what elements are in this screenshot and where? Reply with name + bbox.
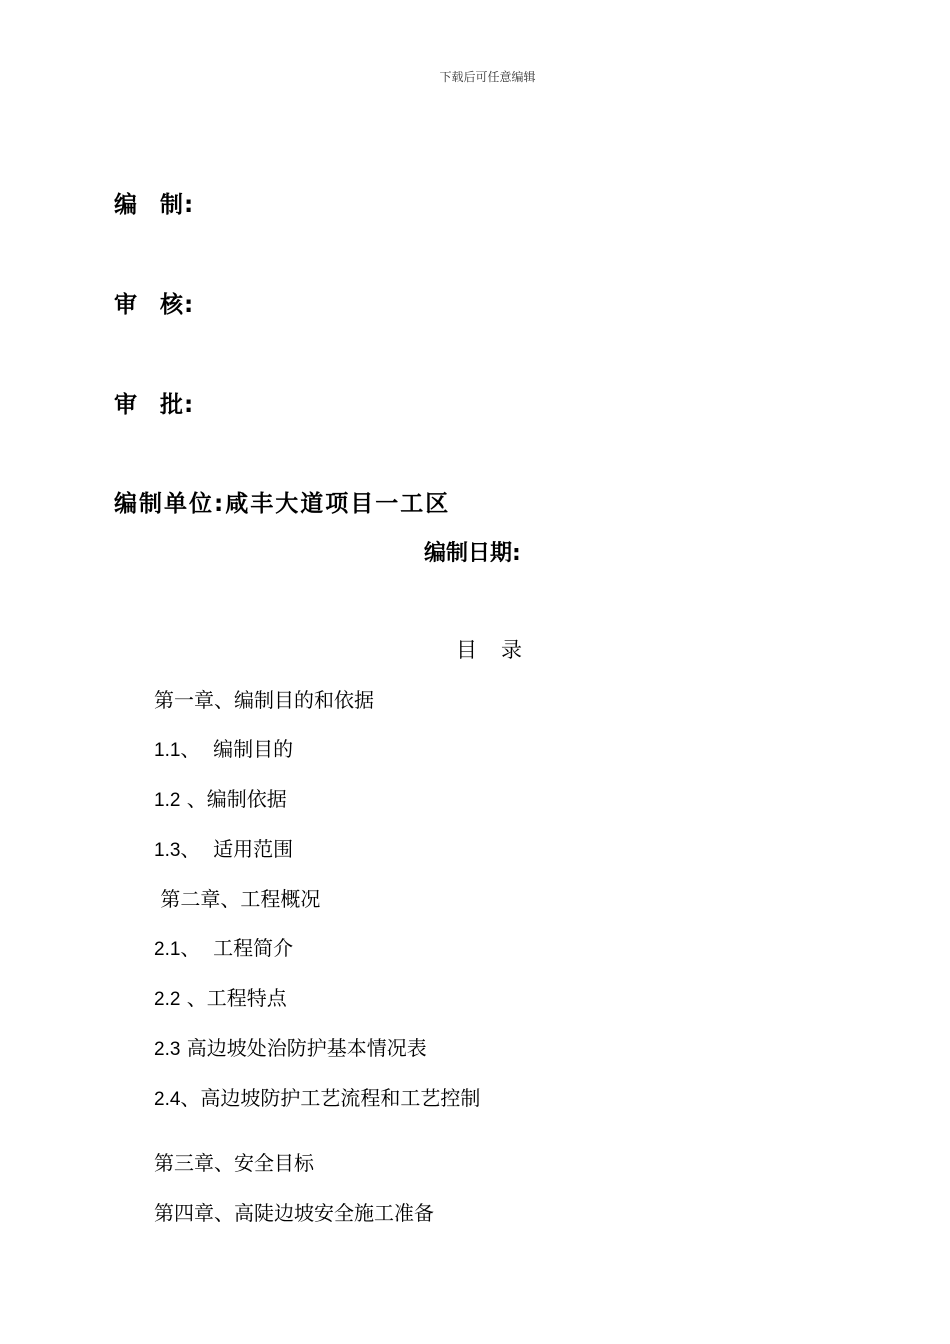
toc-title bbox=[456, 634, 522, 664]
compiled-by-label-a: 编 bbox=[114, 192, 138, 218]
toc-item-text: 、编制依据 bbox=[180, 787, 287, 811]
toc-item-number: 2.3 bbox=[154, 1039, 181, 1060]
toc-item bbox=[154, 733, 293, 762]
toc-item-text: 第四章、高陡边坡安全施工准备 bbox=[154, 1201, 434, 1225]
compiling-unit: 编制单位:咸丰大道项目一工区 bbox=[114, 491, 451, 517]
toc-item bbox=[154, 883, 320, 912]
toc-item-text: 、 工程简介 bbox=[180, 936, 294, 960]
toc-item bbox=[154, 982, 287, 1011]
toc-item bbox=[154, 1082, 480, 1111]
toc-item-number: 1.2 bbox=[154, 790, 181, 811]
toc-item-text: 第二章、工程概况 bbox=[154, 887, 321, 911]
toc-item-text: 高边坡处治防护基本情况表 bbox=[180, 1036, 427, 1060]
toc-item-text: 第一章、编制目的和依据 bbox=[154, 688, 374, 712]
toc-item-number: 2.4 bbox=[154, 1089, 181, 1110]
toc-item-text: 第三章、安全目标 bbox=[154, 1151, 314, 1175]
reviewed-by-label-a: 审 bbox=[114, 292, 138, 318]
toc-title-b: 录 bbox=[501, 638, 522, 662]
approved-by-label-a: 审 bbox=[114, 392, 138, 418]
toc-item-text: 、 编制目的 bbox=[180, 737, 294, 761]
toc-item bbox=[154, 684, 374, 713]
toc-item bbox=[154, 1197, 434, 1226]
reviewed-by-label bbox=[114, 286, 194, 319]
compiling-date-label: 编制日期: bbox=[424, 541, 521, 566]
compiled-by-label bbox=[114, 186, 194, 219]
toc-item bbox=[154, 932, 293, 961]
toc-item bbox=[154, 783, 287, 812]
toc-item-number: 1.1 bbox=[154, 740, 181, 761]
compiled-by-label-b: 制: bbox=[160, 192, 195, 218]
page-header-note: 下载后可任意编辑 bbox=[439, 70, 536, 84]
approved-by-label-b: 批: bbox=[160, 392, 195, 418]
toc-item bbox=[154, 833, 293, 862]
toc-title-a: 目 bbox=[456, 638, 477, 662]
toc-item-text: 、 适用范围 bbox=[180, 837, 294, 861]
toc-item bbox=[154, 1032, 427, 1061]
toc-item-text: 、工程特点 bbox=[180, 986, 287, 1010]
toc-item-number: 1.3 bbox=[154, 840, 181, 861]
toc-item-text: 、高边坡防护工艺流程和工艺控制 bbox=[180, 1086, 481, 1110]
reviewed-by-label-b: 核: bbox=[160, 292, 195, 318]
toc-item-number: 2.2 bbox=[154, 989, 181, 1010]
toc-item bbox=[154, 1147, 314, 1176]
approved-by-label bbox=[114, 386, 194, 419]
toc-item-number: 2.1 bbox=[154, 939, 181, 960]
